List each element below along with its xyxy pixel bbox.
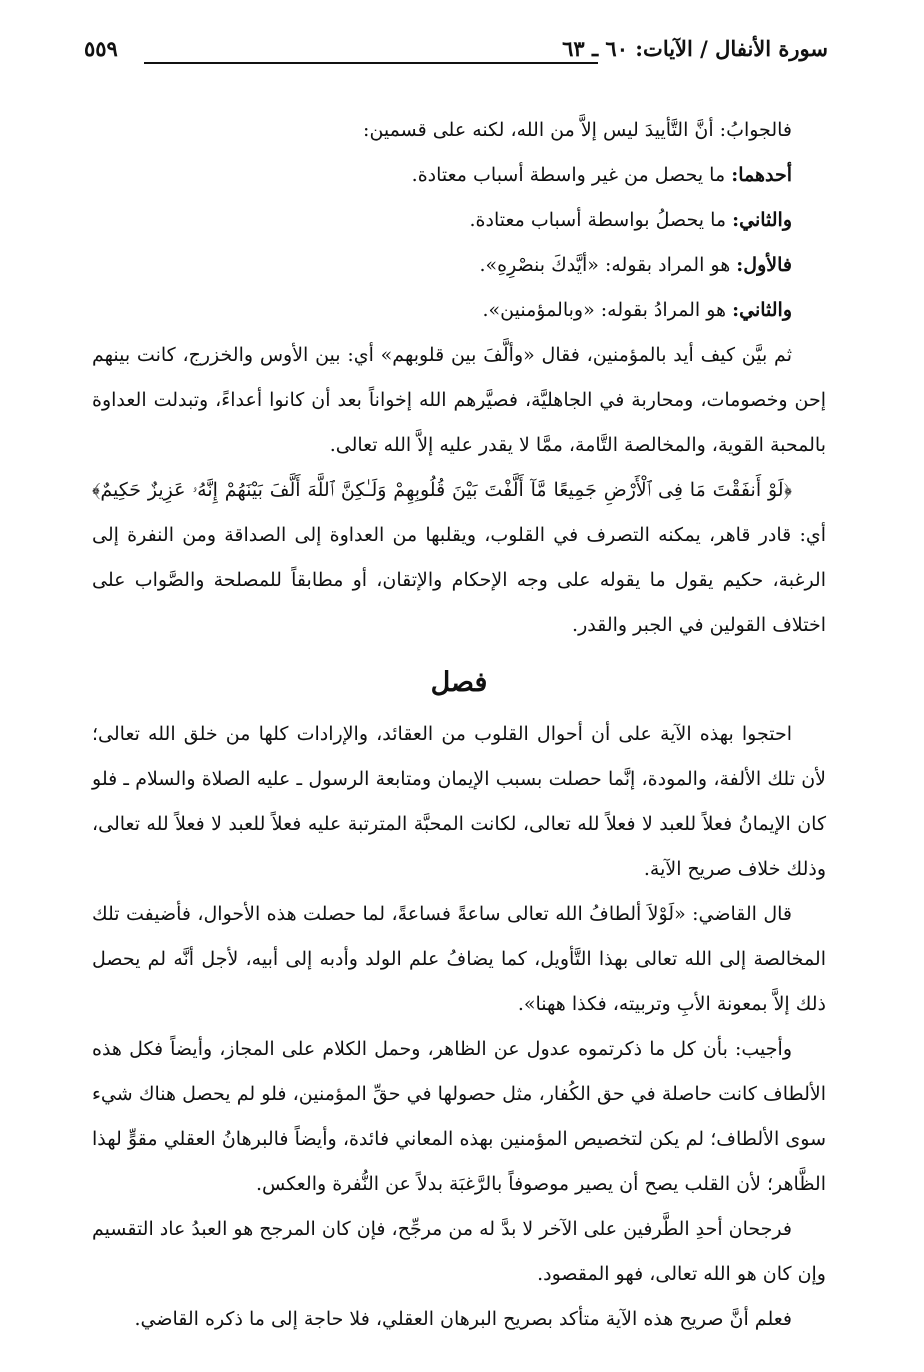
explanation-paragraph: ثم بيَّن كيف أيد بالمؤمنين، فقال «وألَّفَ بين قلوبهم» أي: بين الأوس والخزرج، كانت بينهم إحن وخصومات، ومحاربة في الجاهليَّة، فصيَّرهم الله إخواناً بعد أن كانوا أعداءً، وتبدلت العداوة بالمحبة القوية، والمخالصة التَّامة، ممَّا لا يقدر عليه إلاَّ الله تعالى.: [92, 344, 826, 456]
definition-second: [92, 198, 826, 243]
quran-verse: ﴿لَوْ أَنفَقْتَ مَا فِى ٱلْأَرْضِ جَمِيعًا مَّآ أَلَّفْتَ بَيْنَ قُلُوبِهِمْ وَلَـٰكِنَّ ٱللَّهَ أَلَّفَ بَيْنَهُمْ إِنَّهُۥ عَزِيزٌ حَكِيمٌ﴾: [92, 479, 792, 501]
page-number: ٥٥٩: [84, 36, 118, 61]
section-paragraph-4: فرجحان أحدِ الطَّرفين على الآخر لا بدَّ له من مرجِّح، فإن كان المرجح هو العبدُ عاد التقسيم وإن كان هو الله تعالى، فهو المقصود.: [92, 1218, 826, 1285]
section-paragraph-2: قال القاضي: «لَوْلاَ ألطافُ الله تعالى ساعةً فساعةً، لما حصلت هذه الأحوال، فأضيفت تلك المخالصة إلى الله تعالى بهذا التَّأويل، كما يضافُ علم الولد وأدبه إلى أبيه، لأجل أنَّه لم يحصل ذلك إلاَّ بمعونة الأبِ وتربيته، فكذا ههنا».: [92, 903, 826, 1015]
section-paragraph-5: فعلم أنَّ صريح هذه الآية متأكد بصريح البرهان العقلي، فلا حاجة إلى ما ذكره القاضي.: [134, 1308, 792, 1330]
verse-commentary: أي: قادر قاهر، يمكنه التصرف في القلوب، ويقلبها من العداوة إلى الصداقة ومن النفرة إلى الرغبة، حكيم يقول ما يقوله على وجه الإحكام والإتقان، أو مطابقاً للمصلحة والصَّواب على اختلاف القولين في الجبر والقدر.: [92, 524, 826, 636]
definition-first: [92, 153, 826, 198]
definition-label: والثاني:: [732, 299, 792, 321]
verse-paragraph: [92, 468, 826, 648]
definition-label: فالأول:: [736, 254, 792, 276]
definition-a: [92, 243, 826, 288]
header-rule: [144, 62, 598, 64]
definition-b: [92, 288, 826, 333]
page-header: [84, 36, 828, 72]
running-title: سورة الأنفال / الآيات: ٦٠ ـ ٦٣: [562, 36, 828, 61]
definition-label: والثاني:: [732, 209, 792, 231]
definition-text: ما يحصلُ بواسطة أسباب معتادة.: [469, 209, 733, 231]
definition-text: هو المرادُ بقوله: «وبالمؤمنين».: [482, 299, 733, 321]
definition-text: هو المراد بقوله: «أيَّدكَ بنصْرِهِ».: [479, 254, 737, 276]
definition-label: أحدهما:: [731, 164, 792, 186]
answer-paragraph: فالجوابُ: أنَّ التَّأييدَ ليس إلاَّ من الله، لكنه على قسمين:: [363, 119, 792, 141]
section-paragraph-3: وأجيب: بأن كل ما ذكرتموه عدول عن الظاهر، وحمل الكلام على المجاز، وأيضاً فكل هذه الألطاف كانت حاصلة في حق الكُفار، مثل حصولها في حقِّ المؤمنين، فلو لم يحصل هناك شيء سوى الألطاف؛ لم يكن لتخصيص المؤمنين بهذه المعاني فائدة، وأيضاً فالبرهانُ العقلي مقوٍّ لهذا الظَّاهر؛ لأن القلب يصح أن يصير موصوفاً بالرَّغبَة بدلاً عن النُّفرة والعكس.: [92, 1038, 826, 1195]
page-body: [92, 108, 826, 1342]
section-heading: فصل: [430, 667, 488, 698]
definition-text: ما يحصل من غير واسطة أسباب معتادة.: [411, 164, 732, 186]
section-paragraph-1: احتجوا بهذه الآية على أن أحوال القلوب من العقائد، والإرادات كلها من خلق الله تعالى؛ لأن تلك الألفة، والمودة، إنَّما حصلت بسبب الإيمان ومتابعة الرسول ـ عليه الصلاة والسلام ـ فلو كان الإيمانُ فعلاً للعبد لا فعلاً لله تعالى، لكانت المحبَّة المترتبة عليه فعلاً للعبد لا فعلاً لله تعالى، وذلك خلاف صريح الآية.: [92, 723, 826, 880]
